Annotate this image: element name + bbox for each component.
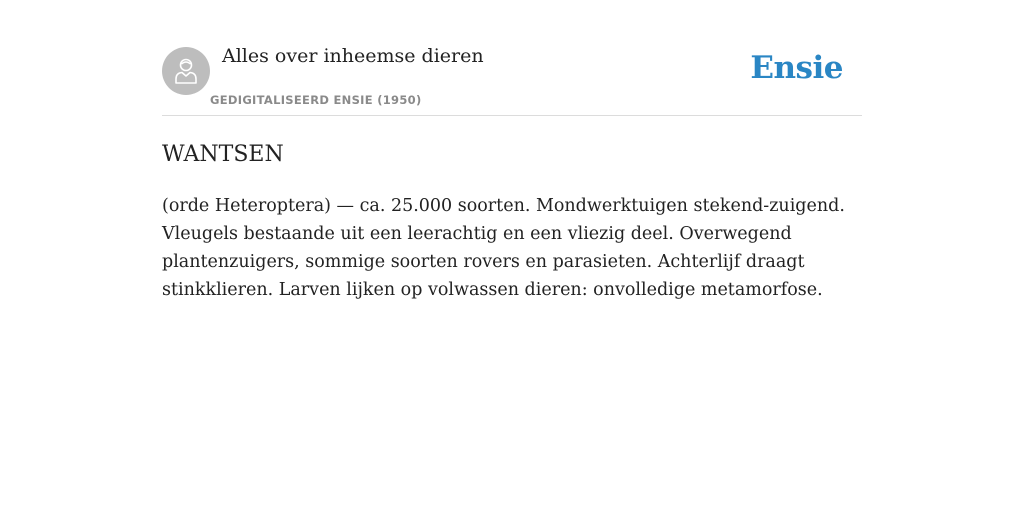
article-body: (orde Heteroptera) — ca. 25.000 soorten. Mondwerktuigen stekend-zuigend. Vleugels bestaande uit een leerachtig en een vliezig deel. Overwegend plantenzuigers, sommige soorten rovers en parasieten. Achterlijf draagt stinkklieren. Larven lijken op volwassen dieren: onvolledige metamorfose.	[162, 196, 845, 300]
article-headword: WANTSEN	[162, 142, 284, 167]
source-subtitle: GEDIGITALISEERD ENSIE (1950)	[210, 93, 422, 107]
article	[162, 140, 862, 304]
brand-logo[interactable]: Ensie	[750, 50, 843, 86]
avatar[interactable]	[162, 47, 210, 95]
site-header	[162, 40, 862, 116]
user-silhouette-icon	[174, 57, 198, 85]
site-title[interactable]: Alles over inheemse dieren	[222, 45, 484, 67]
